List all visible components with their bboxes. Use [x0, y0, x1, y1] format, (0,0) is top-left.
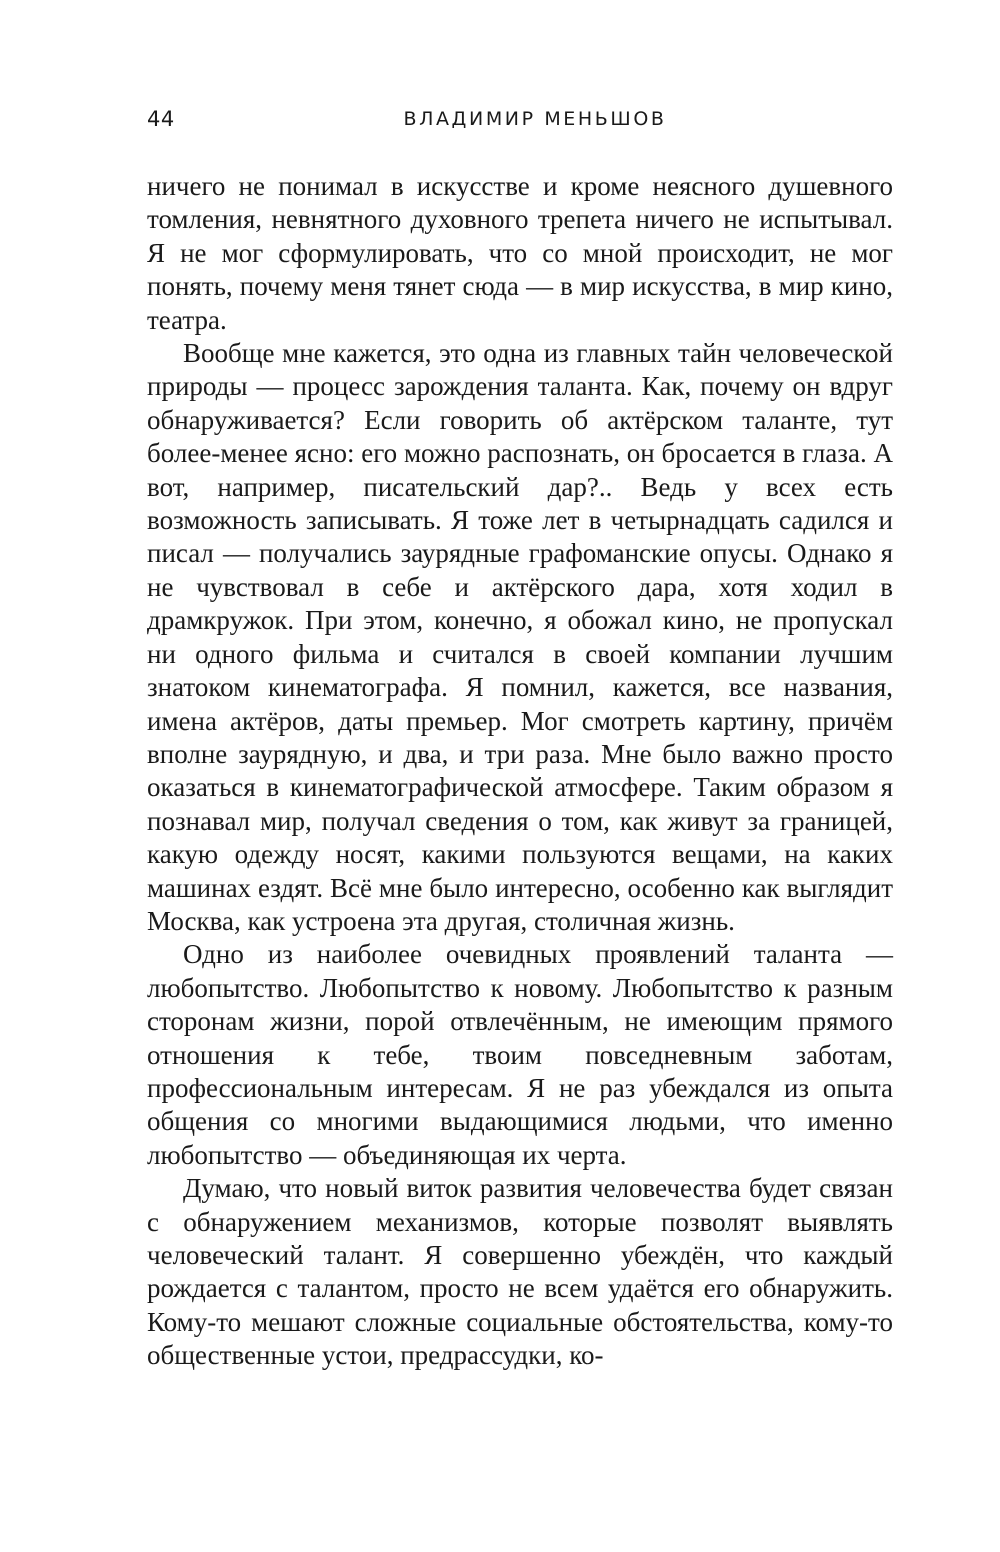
body-text: [147, 170, 893, 1373]
paragraph: Вообще мне кажется, это одна из главных тайн человеческой природы — процесс зарождения таланта. Как, почему он вдруг обнаруживается? Если говорить об актёрском таланте, тут более-менее ясно: его можно распознать, он бросается в глаза. А вот, например, писательский дар?.. Ведь у всех есть возможность записывать. Я тоже лет в четырнадцать садился и писал — получались заурядные графоманские опусы. Однако я не чувствовал в себе и актёрского дара, хотя ходил в драмкружок. При этом, конечно, я обожал кино, не пропускал ни одного фильма и считался в своей компании лучшим знатоком кинематографа. Я помнил, кажется, все названия, имена актёров, даты премьер. Мог смотреть картину, причём вполне заурядную, и два, и три раза. Мне было важно просто оказаться в кинематографической атмосфере. Таким образом я познавал мир, получал сведения о том, как живут за границей, какую одежду носят, какими пользуются вещами, на каких машинах ездят. Всё мне было интересно, особенно как выглядит Москва, как устроена эта другая, столичная жизнь.: [147, 338, 893, 936]
page-number: 44: [147, 107, 175, 131]
running-head: [147, 104, 893, 134]
book-author: ВЛАДИМИР МЕНЬШОВ: [403, 108, 667, 130]
paragraph: ничего не понимал в искусстве и кроме неясного душевного томления, невнятного духовного трепета ничего не испытывал. Я не мог сформулировать, что со мной происходит, не мог понять, почему меня тянет сюда — в мир искусства, в мир кино, театра.: [147, 171, 893, 335]
paragraph: Одно из наиболее очевидных проявлений таланта — любопытство. Любопытство к новому. Любопытство к разным сторонам жизни, порой отвлечённым, не имеющим прямого отношения к тебе, твоим повседневным заботам, профессиональным интересам. Я не раз убеждался из опыта общения со многими выдающимися людьми, что именно любопытство — объединяющая их черта.: [147, 939, 893, 1170]
paragraph: Думаю, что новый виток развития человечества будет связан с обнаружением механизмов, которые позволят выявлять человеческий талант. Я совершенно убеждён, что каждый рождается с талантом, просто не всем удаётся его обнаружить. Кому-то мешают сложные социальные обстоятельства, кому-то общественные устои, предрассудки, ко-: [147, 1173, 893, 1371]
